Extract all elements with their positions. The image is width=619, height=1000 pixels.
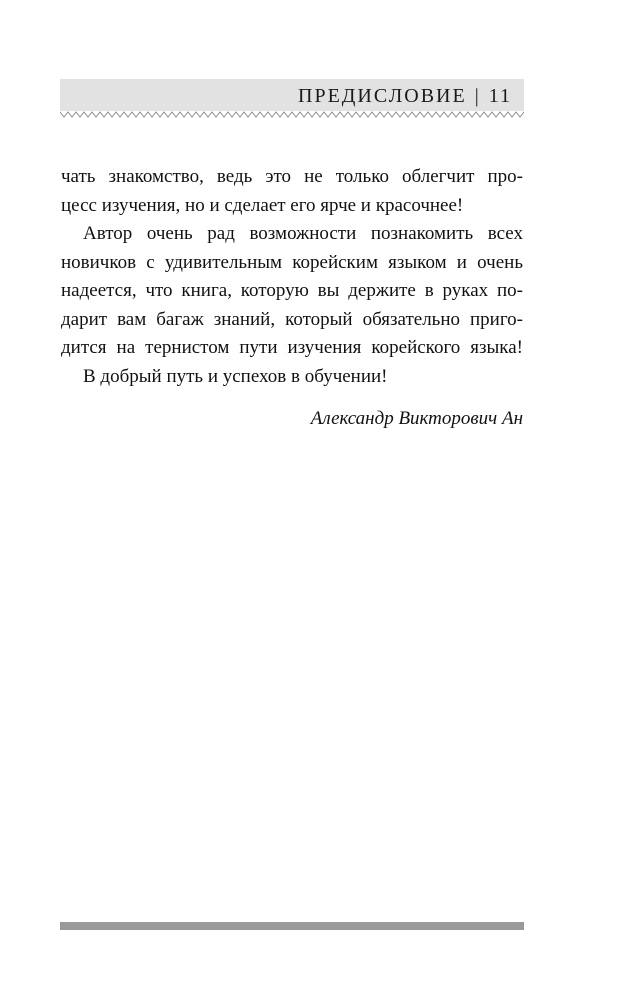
body-line-3: Автор очень рад возможности познакомить всех bbox=[83, 223, 523, 244]
body-line-5: надеется, что книга, которую вы держите в руках по- bbox=[61, 280, 523, 301]
running-header-text bbox=[298, 84, 512, 108]
running-header bbox=[60, 79, 524, 111]
body-line-2: цесс изучения, но и сделает его ярче и красочнее! bbox=[61, 194, 464, 216]
body-line-1: чать знакомство, ведь это не только облегчит про- bbox=[61, 166, 523, 187]
header-zigzag-border bbox=[60, 111, 524, 119]
chapter-title: ПРЕДИСЛОВИЕ bbox=[298, 85, 467, 107]
body-line-6: дарит вам багаж знаний, который обязательно приго- bbox=[61, 308, 523, 330]
footer-rule bbox=[60, 922, 524, 930]
body-line-8: В добрый путь и успехов в обучении! bbox=[83, 365, 388, 387]
body-line-4: новичков с удивительным корейским языком и очень bbox=[61, 251, 523, 273]
author-signature: Александр Викторович Ан bbox=[310, 408, 523, 429]
header-separator: | bbox=[474, 85, 481, 107]
body-text bbox=[61, 163, 523, 391]
body-line-7: дится на тернистом пути изучения корейского языка! bbox=[61, 337, 523, 358]
page-number: 11 bbox=[488, 85, 512, 107]
